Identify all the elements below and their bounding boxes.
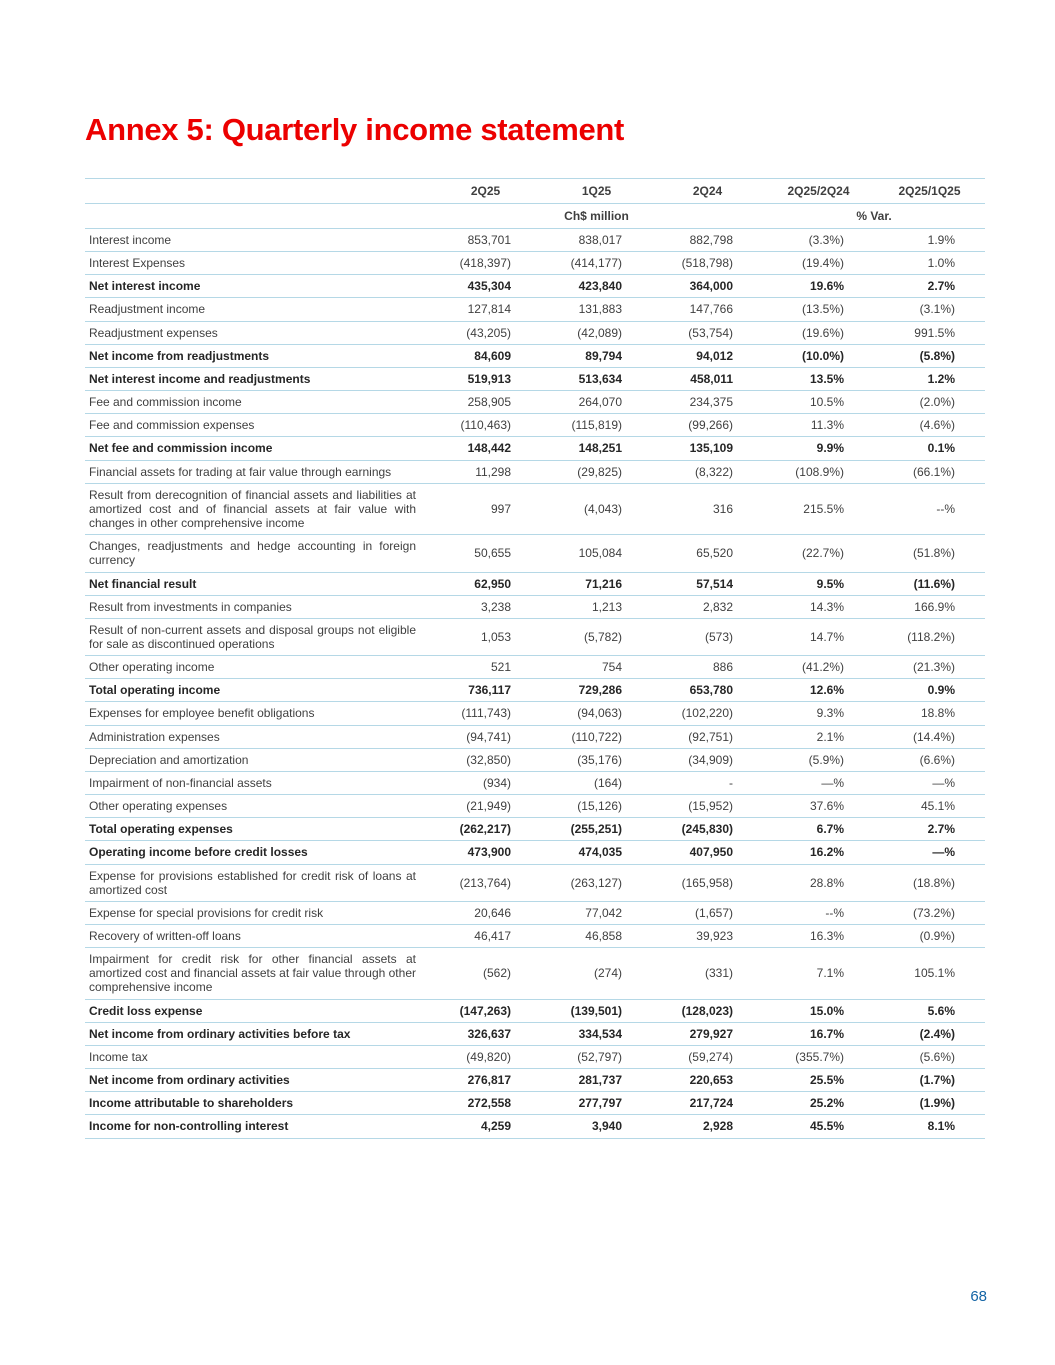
row-value: (1.7%) — [919, 1073, 955, 1088]
table-header-row — [85, 179, 985, 204]
row-value: (414,177) — [570, 256, 622, 271]
row-label: Income tax — [89, 1049, 148, 1064]
row-value: —% — [932, 845, 955, 860]
row-value: 135,109 — [689, 441, 733, 456]
row-label: Income attributable to shareholders — [89, 1096, 294, 1111]
table-row — [85, 901, 985, 924]
row-value: (934) — [482, 775, 511, 790]
row-value: (21.3%) — [912, 660, 955, 675]
row-label: Expenses for employee benefit obligations — [89, 706, 315, 721]
row-value: 473,900 — [467, 845, 511, 860]
table-row — [85, 948, 985, 999]
row-value: 39,923 — [696, 929, 733, 943]
row-value: 423,840 — [578, 279, 622, 294]
row-value: 754 — [601, 660, 622, 675]
row-value: 435,304 — [467, 279, 511, 294]
table-row — [85, 535, 985, 572]
row-value: (51.8%) — [912, 546, 955, 561]
row-value: 513,634 — [578, 371, 622, 386]
row-value: 279,927 — [689, 1026, 733, 1041]
row-value: (4.6%) — [919, 418, 955, 433]
row-label: Net fee and commission income — [89, 441, 273, 456]
row-value: 10.5% — [809, 395, 844, 410]
table-row — [85, 595, 985, 618]
row-label: Readjustment expenses — [89, 325, 218, 340]
row-value: (262,217) — [459, 822, 511, 837]
row-value: (3.3%) — [808, 233, 844, 247]
row-label: Other operating income — [89, 660, 215, 675]
row-value: 71,216 — [585, 576, 622, 591]
row-value: (3.1%) — [919, 302, 955, 317]
row-value: 853,701 — [467, 233, 511, 247]
row-value: 50,655 — [474, 546, 511, 561]
row-value: 334,534 — [578, 1026, 622, 1041]
row-value: 65,520 — [696, 546, 733, 561]
row-value: 131,883 — [578, 302, 622, 317]
row-label: Financial assets for trading at fair value through earnings — [89, 464, 392, 479]
row-value: (11.6%) — [913, 576, 955, 591]
row-label: Net income from ordinary activities before tax — [89, 1026, 351, 1041]
row-value: 258,905 — [467, 395, 511, 410]
row-value: (274) — [593, 966, 622, 981]
table-row — [85, 702, 985, 725]
row-value: (73.2%) — [912, 905, 955, 920]
row-value: 997 — [490, 501, 511, 516]
row-value: 62,950 — [474, 576, 511, 591]
row-value: 886 — [712, 660, 733, 675]
row-label: Net interest income — [89, 279, 201, 294]
row-label: Interest income — [89, 233, 172, 247]
row-value: (255,251) — [570, 822, 622, 837]
table-row — [85, 321, 985, 344]
row-value: 19.6% — [809, 279, 844, 294]
row-value: 14.3% — [809, 599, 844, 614]
row-value: (4,043) — [583, 501, 622, 516]
row-value: (2.0%) — [919, 395, 955, 410]
table-row — [85, 367, 985, 390]
row-value: 3,940 — [591, 1119, 622, 1134]
row-value: 272,558 — [467, 1096, 511, 1111]
row-value: (331) — [704, 966, 733, 981]
header-1q25: 1Q25 — [581, 184, 612, 198]
table-row — [85, 925, 985, 948]
row-value: (10.0%) — [801, 348, 844, 363]
row-value: 4,259 — [480, 1119, 511, 1134]
table-row — [85, 252, 985, 275]
page-number: 68 — [970, 1288, 987, 1305]
row-value: 148,251 — [578, 441, 622, 456]
table-row — [85, 437, 985, 460]
row-value: 838,017 — [578, 233, 622, 247]
row-value: 3,238 — [480, 599, 511, 614]
row-value: (32,850) — [466, 752, 511, 767]
row-value: (128,023) — [681, 1003, 733, 1018]
row-value: (115,819) — [571, 418, 622, 433]
table-row — [85, 1115, 985, 1138]
row-value: 16.3% — [809, 929, 844, 943]
row-value: (22.7%) — [801, 546, 844, 561]
row-value: 77,042 — [585, 905, 622, 920]
page-title: Annex 5: Quarterly income statement — [85, 112, 625, 147]
row-label: Total operating income — [89, 683, 221, 698]
row-value: 16.7% — [809, 1026, 844, 1041]
row-value: (99,266) — [688, 418, 733, 433]
table-row — [85, 841, 985, 864]
row-value: (213,764) — [459, 875, 511, 890]
row-value: (53,754) — [688, 325, 733, 340]
row-value: (110,463) — [460, 418, 511, 433]
row-value: (13.5%) — [801, 302, 844, 317]
income-statement-table — [85, 178, 985, 1139]
row-value: (110,722) — [571, 729, 622, 744]
row-value: (92,751) — [688, 729, 733, 744]
row-value: 8.1% — [927, 1119, 955, 1134]
row-value: 234,375 — [689, 395, 733, 410]
row-value: 264,070 — [578, 395, 622, 410]
row-value: 7.1% — [816, 966, 844, 981]
row-value: 1,053 — [480, 629, 511, 644]
header-2q25-1q25: 2Q25/1Q25 — [898, 184, 961, 198]
row-label: Interest Expenses — [89, 256, 186, 271]
row-value: 46,417 — [474, 929, 511, 943]
row-value: 148,442 — [467, 441, 511, 456]
row-value: 14.7% — [809, 629, 844, 644]
row-value: 407,950 — [689, 845, 733, 860]
row-value: (245,830) — [681, 822, 733, 837]
row-label: Fee and commission income — [89, 395, 242, 410]
table-row — [85, 483, 985, 534]
row-value: 0.1% — [927, 441, 955, 456]
row-value: 57,514 — [696, 576, 733, 591]
row-value: 458,011 — [690, 371, 733, 386]
row-value: (102,220) — [681, 706, 733, 721]
row-value: --% — [936, 501, 955, 516]
row-value: (18.8%) — [912, 875, 955, 890]
table-subheader-row — [85, 204, 985, 229]
row-value: 84,609 — [474, 348, 511, 363]
row-label: Changes, readjustments and hedge accounting in foreign currency — [89, 539, 416, 568]
row-value: (42,089) — [577, 325, 622, 340]
row-value: 20,646 — [474, 905, 511, 920]
row-value: 105,084 — [578, 546, 622, 561]
row-value: (43,205) — [466, 325, 511, 340]
row-value: 11,298 — [475, 464, 511, 479]
row-value: (49,820) — [466, 1049, 511, 1064]
row-value: (518,798) — [681, 256, 733, 271]
row-label: Recovery of written-off loans — [89, 929, 241, 943]
header-empty — [85, 179, 430, 204]
row-value: 5.6% — [927, 1003, 955, 1018]
row-value: (263,127) — [570, 875, 622, 890]
row-value: (139,501) — [570, 1003, 622, 1018]
table-row — [85, 864, 985, 901]
row-value: 45.1% — [920, 799, 955, 814]
table-row — [85, 771, 985, 794]
row-value: 9.9% — [816, 441, 844, 456]
row-value: 45.5% — [809, 1119, 844, 1134]
row-value: 2.7% — [927, 279, 955, 294]
subheader-empty — [85, 204, 430, 229]
row-value: (41.2%) — [801, 660, 844, 675]
row-value: (418,397) — [459, 256, 511, 271]
unit-label: Ch$ million — [564, 209, 629, 223]
row-label: Result from investments in companies — [89, 599, 292, 614]
row-value: - — [729, 775, 733, 790]
table-row — [85, 1069, 985, 1092]
table-row — [85, 275, 985, 298]
row-value: —% — [932, 775, 955, 790]
row-value: (66.1%) — [912, 464, 955, 479]
row-value: 1.2% — [927, 371, 955, 386]
row-value: 9.3% — [816, 706, 844, 721]
header-2q24: 2Q24 — [692, 184, 723, 198]
row-value: 991.5% — [914, 325, 955, 340]
row-label: Readjustment income — [89, 302, 206, 317]
header-2q25-2q24: 2Q25/2Q24 — [787, 184, 850, 198]
row-value: 519,913 — [467, 371, 511, 386]
row-value: (94,741) — [466, 729, 511, 744]
row-value: 9.5% — [816, 576, 844, 591]
row-value: (19.6%) — [801, 325, 844, 340]
row-value: 1.0% — [927, 256, 955, 271]
row-value: (34,909) — [688, 752, 733, 767]
row-value: 37.6% — [809, 799, 844, 814]
row-label: Income for non-controlling interest — [89, 1119, 289, 1134]
row-value: 28.8% — [809, 875, 844, 890]
table-row — [85, 795, 985, 818]
row-value: (21,949) — [466, 799, 511, 814]
row-value: 281,737 — [578, 1073, 622, 1088]
row-value: 25.2% — [809, 1096, 844, 1111]
row-value: 474,035 — [578, 845, 622, 860]
row-value: 277,797 — [578, 1096, 622, 1111]
row-value: (59,274) — [688, 1049, 733, 1064]
row-value: 653,780 — [689, 683, 733, 698]
row-value: (118.2%) — [907, 629, 955, 644]
row-label: Other operating expenses — [89, 799, 228, 814]
row-value: (5.9%) — [808, 752, 844, 767]
row-value: 1.9% — [927, 233, 955, 247]
row-label: Administration expenses — [89, 729, 220, 744]
row-value: (165,958) — [681, 875, 733, 890]
row-value: (6.6%) — [919, 752, 955, 767]
row-value: (147,263) — [459, 1003, 511, 1018]
row-label: Impairment for credit risk for other financial assets at amortized cost and financial assets at fair value through other comprehensive income — [89, 952, 416, 995]
row-value: 220,653 — [689, 1073, 733, 1088]
row-value: (111,743) — [461, 706, 511, 721]
row-value: 2.1% — [816, 729, 844, 744]
row-value: (2.4%) — [919, 1026, 955, 1041]
row-value: 166.9% — [914, 599, 955, 614]
row-value: 0.9% — [927, 683, 955, 698]
row-value: 326,637 — [467, 1026, 511, 1041]
row-value: (1,657) — [694, 905, 733, 920]
row-label: Net income from readjustments — [89, 348, 270, 363]
row-value: (8,322) — [694, 464, 733, 479]
row-value: 882,798 — [689, 233, 733, 247]
table-row — [85, 618, 985, 655]
table-row — [85, 999, 985, 1022]
row-label: Fee and commission expenses — [89, 418, 255, 433]
table-row — [85, 1045, 985, 1068]
row-label: Operating income before credit losses — [89, 845, 308, 860]
row-value: 2,832 — [702, 599, 733, 614]
row-label: Depreciation and amortization — [89, 752, 249, 767]
row-value: 729,286 — [578, 683, 622, 698]
table-row — [85, 818, 985, 841]
row-value: 127,814 — [467, 302, 511, 317]
row-value: 521 — [490, 660, 511, 675]
table-row — [85, 725, 985, 748]
row-value: (5.6%) — [919, 1049, 955, 1064]
table-row — [85, 414, 985, 437]
row-value: (15,126) — [577, 799, 622, 814]
var-label: % Var. — [856, 209, 892, 223]
row-value: (5,782) — [583, 629, 622, 644]
row-value: 11.3% — [810, 418, 844, 433]
row-label: Result from derecognition of financial assets and liabilities at amortized cost and of financial assets at fair value with changes in other comprehensive income — [89, 487, 416, 531]
row-value: 364,000 — [689, 279, 733, 294]
table-row — [85, 679, 985, 702]
table-row — [85, 344, 985, 367]
table-row — [85, 1092, 985, 1115]
row-value: 15.0% — [809, 1003, 844, 1018]
row-value: 6.7% — [816, 822, 844, 837]
row-value: (0.9%) — [919, 929, 955, 943]
row-value: 16.2% — [809, 845, 844, 860]
header-2q25: 2Q25 — [470, 184, 501, 198]
table-row — [85, 656, 985, 679]
row-value: 105.1% — [914, 966, 955, 981]
row-value: (15,952) — [688, 799, 733, 814]
row-label: Net income from ordinary activities — [89, 1073, 290, 1088]
row-value: 94,012 — [696, 348, 733, 363]
row-value: (573) — [704, 629, 733, 644]
row-value: (19.4%) — [801, 256, 844, 271]
row-value: 89,794 — [585, 348, 622, 363]
row-value: 13.5% — [809, 371, 844, 386]
row-value: (164) — [593, 775, 622, 790]
row-label: Net interest income and readjustments — [89, 371, 311, 386]
row-label: Expense for special provisions for credit risk — [89, 905, 324, 920]
row-label: Result of non-current assets and disposal groups not eligible for sale as discontinued operations — [89, 622, 416, 651]
row-value: 276,817 — [467, 1073, 511, 1088]
row-value: 147,766 — [689, 302, 733, 317]
table-row — [85, 572, 985, 595]
row-label: Net financial result — [89, 576, 197, 591]
row-label: Impairment of non-financial assets — [89, 775, 272, 790]
table-body — [85, 229, 985, 1139]
row-value: 1,213 — [591, 599, 622, 614]
row-value: (29,825) — [577, 464, 622, 479]
row-label: Credit loss expense — [89, 1003, 203, 1018]
row-label: Expense for provisions established for credit risk of loans at amortized cost — [89, 868, 416, 897]
row-value: 18.8% — [920, 706, 955, 721]
row-value: 217,724 — [689, 1096, 733, 1111]
row-value: 316 — [712, 501, 733, 516]
table-row — [85, 1022, 985, 1045]
row-value: 215.5% — [803, 501, 844, 516]
table-row — [85, 391, 985, 414]
row-value: (14.4%) — [912, 729, 955, 744]
table-row — [85, 748, 985, 771]
table-row — [85, 460, 985, 483]
row-value: (52,797) — [577, 1049, 622, 1064]
row-value: (1.9%) — [919, 1096, 955, 1111]
row-value: 736,117 — [468, 683, 511, 698]
row-value: 46,858 — [585, 929, 622, 943]
table-row — [85, 229, 985, 252]
table-row — [85, 298, 985, 321]
row-value: 12.6% — [809, 683, 844, 698]
row-value: (108.9%) — [795, 464, 844, 479]
row-value: (562) — [482, 966, 511, 981]
row-value: (5.8%) — [919, 348, 955, 363]
row-value: (94,063) — [577, 706, 622, 721]
row-label: Total operating expenses — [89, 822, 233, 837]
row-value: —% — [821, 775, 844, 790]
row-value: (355.7%) — [795, 1049, 844, 1064]
row-value: 2.7% — [927, 822, 955, 837]
row-value: 25.5% — [809, 1073, 844, 1088]
row-value: 2,928 — [702, 1119, 733, 1134]
row-value: (35,176) — [577, 752, 622, 767]
row-value: --% — [825, 905, 844, 920]
